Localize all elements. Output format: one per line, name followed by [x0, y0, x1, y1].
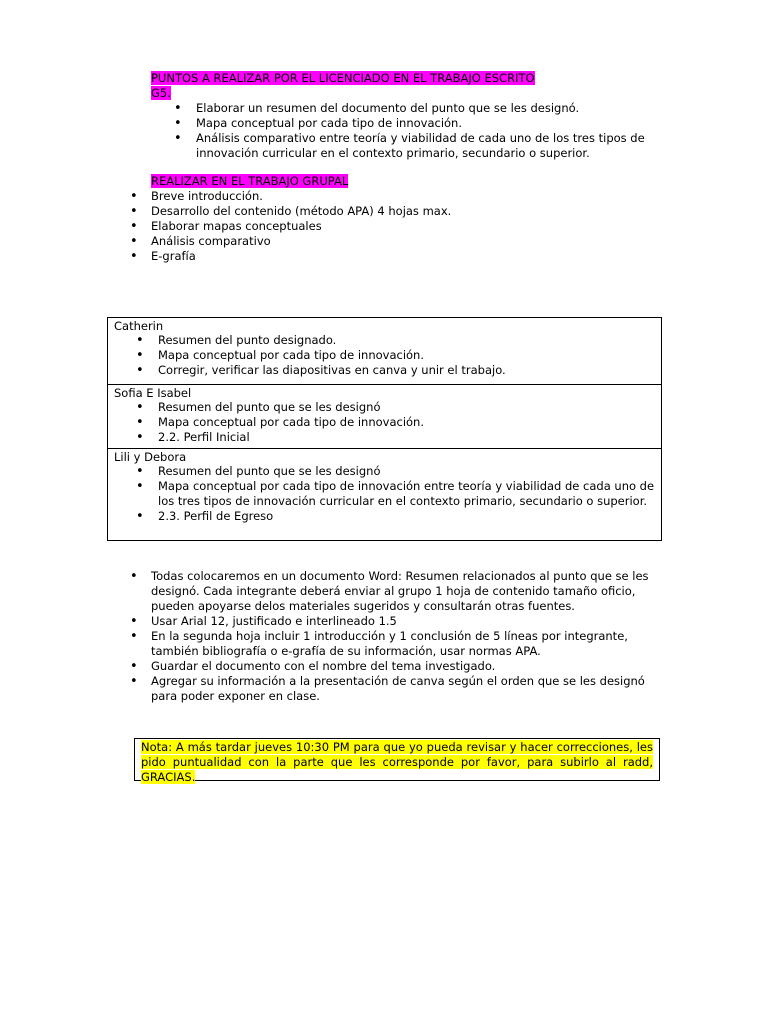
- list-item: • Resumen del punto que se les designó: [114, 400, 655, 415]
- list-item: • Corregir, verificar las diapositivas en canva y unir el trabajo.: [114, 363, 655, 378]
- group-work-heading: [151, 174, 348, 188]
- task-list: [114, 400, 655, 445]
- group-work-list: [127, 189, 627, 264]
- task-list: [114, 333, 655, 378]
- list-item: • Análisis comparativo entre teoría y viabilidad de cada uno de los tres tipos de innovación curricular en el contexto primario, secundario o superior.: [151, 131, 651, 161]
- list-item: • Breve introducción.: [127, 189, 627, 204]
- list-item: • Mapa conceptual por cada tipo de innovación entre teoría y viabilidad de cada uno de los tres tipos de innovación curricular en el contexto primario, secundario o superior.: [114, 479, 655, 509]
- instructions-section: [127, 569, 662, 704]
- intro-section: [151, 71, 651, 161]
- task-list: [114, 464, 655, 524]
- note-box: [134, 738, 660, 784]
- instructions-list: [127, 569, 662, 704]
- list-item: • Mapa conceptual por cada tipo de innovación.: [114, 348, 655, 363]
- intro-group-text: G5.: [151, 86, 171, 100]
- table-cell: [108, 449, 662, 541]
- list-item: • Desarrollo del contenido (método APA) 4 hojas max.: [127, 204, 627, 219]
- list-item: • E-grafía: [127, 249, 627, 264]
- list-item: • Elaborar mapas conceptuales: [127, 219, 627, 234]
- table-cell: [108, 385, 662, 449]
- list-item: • Elaborar un resumen del documento del punto que se les designó.: [151, 101, 651, 116]
- intro-group-label: [151, 86, 651, 101]
- group-work-section: [127, 189, 627, 264]
- assignee-name: Lili y Debora: [114, 450, 187, 464]
- intro-list: [151, 101, 651, 161]
- list-item: • Resumen del punto designado.: [114, 333, 655, 348]
- assignment-table: [107, 317, 662, 541]
- intro-heading: [151, 71, 651, 86]
- list-item: • Mapa conceptual por cada tipo de innovación.: [151, 116, 651, 131]
- list-item: • Todas colocaremos en un documento Word: Resumen relacionados al punto que se les designó. Cada integrante deberá enviar al grupo 1 hoja de contenido tamaño oficio, pueden apoyarse delos materiales sugeridos y consultarán otras fuentes.: [127, 569, 662, 614]
- list-item: • Guardar el documento con el nombre del tema investigado.: [127, 659, 662, 674]
- list-item: • 2.3. Perfil de Egreso: [114, 509, 655, 524]
- table-row: [108, 385, 662, 449]
- assignee-name: Catherin: [114, 319, 164, 333]
- list-item: • Mapa conceptual por cada tipo de innovación.: [114, 415, 655, 430]
- list-item: • Agregar su información a la presentación de canva según el orden que se les designó para poder exponer en clase.: [127, 674, 662, 704]
- table-row: [108, 318, 662, 385]
- assignee-name: Sofia E Isabel: [114, 386, 192, 400]
- note-text: Nota: A más tardar jueves 10:30 PM para que yo pueda revisar y hacer correcciones, les pido puntualidad con la parte que les corresponde por favor, para subirlo al radd, GRACIAS.: [141, 740, 653, 784]
- table-row: [108, 449, 662, 541]
- list-item: • Resumen del punto que se les designó: [114, 464, 655, 479]
- table-cell: [108, 318, 662, 385]
- list-item: • Usar Arial 12, justificado e interlineado 1.5: [127, 614, 662, 629]
- list-item: • Análisis comparativo: [127, 234, 627, 249]
- group-work-heading-text: REALIZAR EN EL TRABAJO GRUPAL: [151, 174, 349, 188]
- intro-heading-text: PUNTOS A REALIZAR POR EL LICENCIADO EN EL TRABAJO ESCRITO: [151, 71, 535, 85]
- list-item: • 2.2. Perfil Inicial: [114, 430, 655, 445]
- list-item: • En la segunda hoja incluir 1 introducción y 1 conclusión de 5 líneas por integrante, también bibliografía o e-grafía de su información, usar normas APA.: [127, 629, 662, 659]
